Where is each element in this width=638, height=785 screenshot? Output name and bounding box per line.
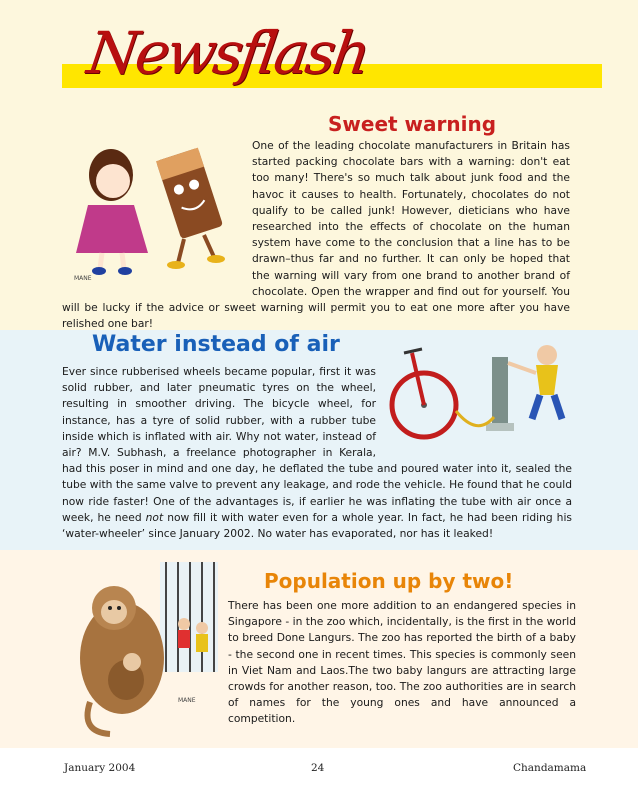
float-spacer <box>376 364 572 460</box>
langurs-zoo-illustration <box>70 562 222 740</box>
footer-date: January 2004 <box>64 762 136 774</box>
body-water-emphasis: not <box>145 510 164 524</box>
body-population: There has been one more addition to an endangered species in Singapore - in the zoo which, incidentally, is the first in the world to breed Done Langurs. The zoo has reported the birth of a baby - the second one in recent times. This species is commonly seen in Viet Nam and Laos.The two baby langurs are attracting large crowds for another reason, too. The zoo authorities are in search of names for the young ones and have announced a competition. <box>228 599 576 726</box>
illustration-signature: MANE <box>74 275 92 282</box>
footer-page-number: 24 <box>311 762 325 774</box>
float-spacer <box>62 138 252 290</box>
body-water-instead-of-air <box>62 364 572 542</box>
body-water-text-1: Ever since rubberised wheels became popular, first it was solid rubber, and later pneumatic tyres on the wheel, resulting in smoother driving. The bicycle wheel, for instance, has a tyre of solid rubber, with a rubber tube inside which is inflated with air. Why not water, instead of air? M.V. Subhash, a freelance photographer in Kerala, had this poser in mind and one day, he deflated the tube and poured water into it, sealed the tube with the same valve to prevent any leakage, and rode the vehicle. He found that he could now ride faster! One of the advantages is, if earlier he was inflating the tube with air once a week, he need <box>62 365 572 524</box>
body-sweet-warning <box>62 138 570 332</box>
heading-water-instead-of-air: Water instead of air <box>92 332 340 357</box>
footer-magazine-name: Chandamama <box>513 762 587 774</box>
body-water-text-2: now fill it with water even for a whole year. In fact, he had been riding his ‘water-wheeler’ since January 2002. No water has evaporated, nor has it leaked! <box>62 510 572 541</box>
masthead-title: Newsflash <box>83 19 372 87</box>
heading-sweet-warning: Sweet warning <box>328 112 497 136</box>
body-sweet-warning-text: One of the leading chocolate manufacturers in Britain has started packing chocolate bars with a warning: don't eat too many! There's so much talk about junk food and the havoc it causes to health. Fortunately, chocolates do not qualify to be called junk! However, dieticians who have researched into the effects of chocolate on the human system have come to the conclusion that a line has to be drawn–thus far and no further. It can only be hoped that the warning will vary from one brand to another brand of chocolate. Open the wrapper and find out for yourself. You will be lucky if the advice or sweet warning will permit you to eat one more after you have relished one bar! <box>62 139 570 331</box>
illustration-signature: MANE <box>178 697 196 704</box>
heading-population: Population up by two! <box>264 569 514 593</box>
